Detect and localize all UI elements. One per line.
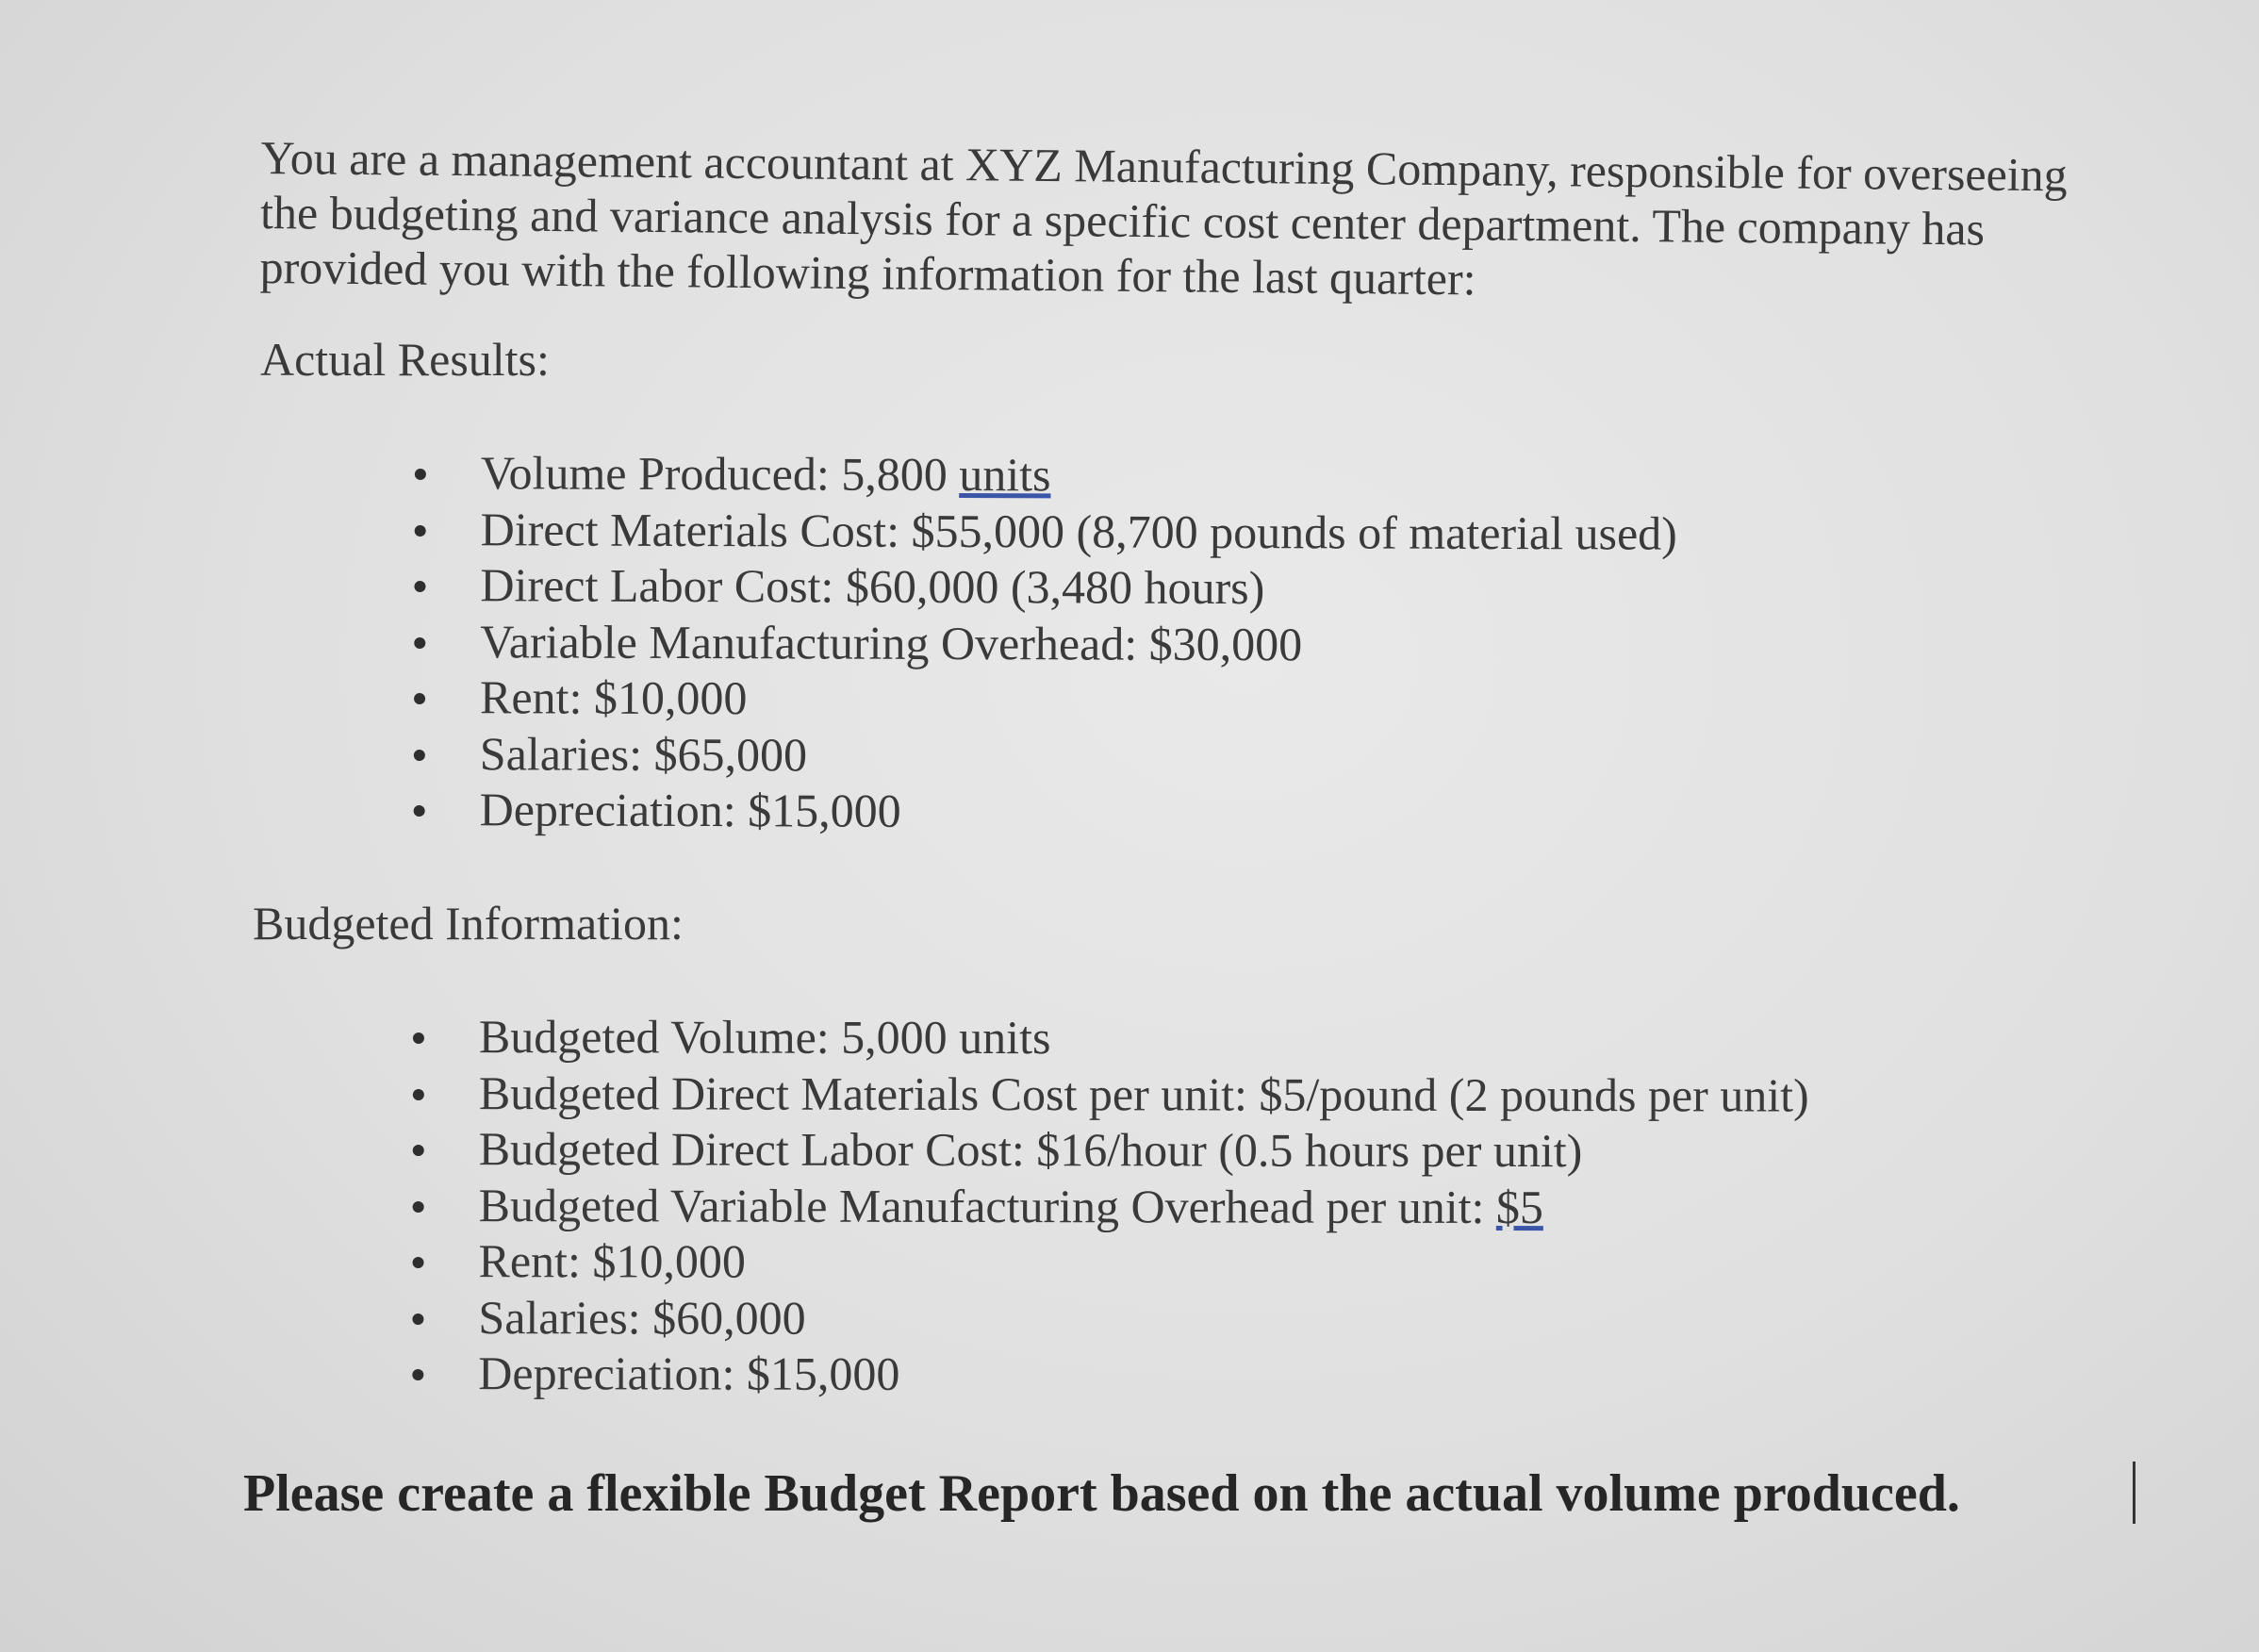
list-item: Budgeted Direct Materials Cost per unit: $5/pound (2 pounds per unit): [413, 1065, 1809, 1123]
list-item: Budgeted Volume: 5,000 units: [413, 1009, 1809, 1067]
bullet-icon: [414, 805, 425, 817]
list-item: Direct Materials Cost: $55,000 (8,700 pounds of material used): [415, 501, 1677, 561]
actual-results-list: [414, 445, 1678, 842]
list-item: Depreciation: $15,000: [412, 1346, 1808, 1404]
actual-results-heading: Actual Results:: [260, 333, 550, 386]
list-item: Volume Produced: 5,800 units: [415, 445, 1677, 505]
list-item: Rent: $10,000: [414, 669, 1676, 730]
list-item: Budgeted Variable Manufacturing Overhead per unit: $5: [413, 1177, 1809, 1235]
bullet-icon: [413, 1032, 424, 1044]
bullet-icon: [412, 1313, 423, 1324]
bullet-icon: [412, 1369, 423, 1380]
bullet-icon: [413, 1145, 424, 1156]
list-item: Variable Manufacturing Overhead: $30,000: [414, 613, 1676, 673]
instruction-text: Please create a flexible Budget Report based on the actual volume produced.: [243, 1464, 1960, 1523]
list-item: Budgeted Direct Labor Cost: $16/hour (0.5 hours per unit): [413, 1121, 1809, 1180]
bullet-icon: [413, 1257, 424, 1268]
bullet-icon: [415, 469, 426, 480]
list-item: Salaries: $65,000: [414, 725, 1676, 785]
list-item: Depreciation: $15,000: [414, 782, 1676, 842]
list-item: Direct Labor Cost: $60,000 (3,480 hours): [414, 557, 1676, 618]
intro-line-2: the budgeting and variance analysis for a specific cost center department. The company has: [259, 185, 1986, 256]
intro-line-3: provided you with the following information for the last quarter:: [259, 240, 1476, 306]
intro-line-1: You are a management accountant at XYZ Manufacturing Company, responsible for overseeing: [260, 130, 2068, 202]
overhead-value-link[interactable]: $5: [1495, 1180, 1543, 1233]
list-item: Rent: $10,000: [412, 1233, 1808, 1292]
bullet-icon: [414, 636, 425, 648]
bullet-icon: [413, 1200, 424, 1212]
bullet-icon: [413, 1088, 424, 1099]
text-cursor: [2133, 1462, 2135, 1524]
intro-paragraph: [259, 130, 2147, 312]
list-item: Salaries: $60,000: [412, 1289, 1808, 1347]
bullet-icon: [414, 749, 425, 760]
bullet-icon: [415, 524, 426, 536]
units-link[interactable]: units: [959, 448, 1051, 502]
bullet-icon: [414, 581, 425, 592]
budgeted-information-heading: Budgeted Information:: [253, 897, 684, 950]
budgeted-information-list: [412, 1009, 1809, 1404]
bullet-icon: [414, 693, 425, 704]
